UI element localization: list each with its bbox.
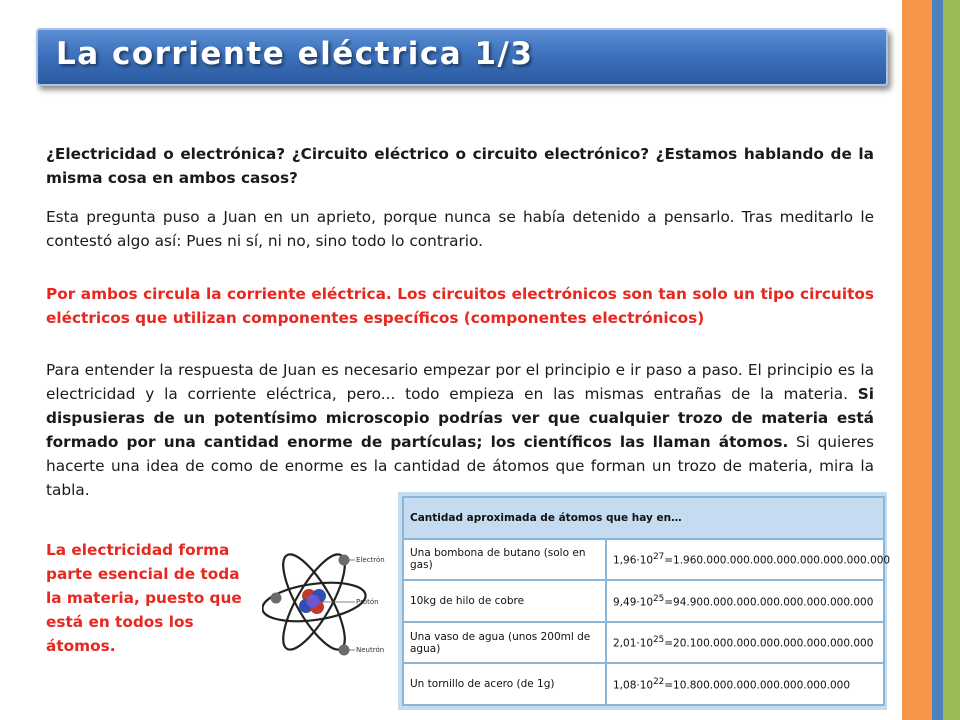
table-cell-value: $1,08\cdot 10^{22}=10.800.000.000.000.000.000.000$ bbox=[606, 663, 884, 705]
slide-title: La corriente eléctrica 1/3 bbox=[56, 36, 534, 72]
paragraph-juan: Esta pregunta puso a Juan en un aprieto, porque nunca se había detenido a pensarlo. Tras meditarlo le contestó algo así: Pues ni sí, ni no, sino todo lo contrario. bbox=[46, 208, 874, 250]
label-proton: Protón bbox=[356, 598, 379, 606]
explanation-part3: Si quieres hacerte una idea de como de enorme es la cantidad de átomos que forman un trozo de materia, mira la tabla. bbox=[46, 433, 874, 499]
title-banner bbox=[36, 28, 888, 86]
explanation-part1: Para entender la respuesta de Juan es necesario empezar por el principio e ir paso a paso. El principio es la electricidad y la corriente eléctrica, pero... todo empieza en las mismas entrañas de la materia. bbox=[46, 361, 874, 403]
atoms-table bbox=[402, 496, 891, 706]
table-row bbox=[403, 539, 884, 581]
answer-red: Por ambos circula la corriente eléctrica. Los circuitos electrónicos son tan solo un tipo circuitos eléctricos que utilizan componentes específicos (componentes electrónicos) bbox=[46, 285, 874, 327]
atom-illustration bbox=[262, 530, 394, 670]
decor-stripe-green bbox=[943, 0, 960, 720]
table-header-row bbox=[403, 497, 884, 539]
label-electron: Electrón bbox=[356, 556, 385, 564]
table-cell-item: Una bombona de butano (solo en gas) bbox=[403, 539, 606, 581]
table-header: Cantidad aproximada de átomos que hay en… bbox=[403, 497, 884, 539]
decor-stripe-blue bbox=[932, 0, 943, 720]
paragraph-explanation bbox=[46, 358, 874, 502]
table-row bbox=[403, 580, 884, 622]
intro-question: ¿Electricidad o electrónica? ¿Circuito eléctrico o circuito electrónico? ¿Estamos hablando de la misma cosa en ambos casos? bbox=[46, 145, 874, 187]
label-neutron: Neutrón bbox=[356, 646, 385, 654]
table-cell-value: $2,01\cdot 10^{25}=20.100.000.000.000.000.000.000.000$ bbox=[606, 622, 884, 664]
atom-icon bbox=[262, 530, 394, 670]
table-cell-item: Un tornillo de acero (de 1g) bbox=[403, 663, 606, 705]
table-row bbox=[403, 622, 884, 664]
table-cell-item: 10kg de hilo de cobre bbox=[403, 580, 606, 622]
side-note: La electricidad forma parte esencial de toda la materia, puesto que está en todos los átomos. bbox=[46, 541, 242, 655]
table-row bbox=[403, 663, 884, 705]
decor-stripe-orange bbox=[902, 0, 932, 720]
table-cell-value: $9,49\cdot 10^{25}=94.900.000.000.000.000.000.000.000$ bbox=[606, 580, 884, 622]
explanation-bold: Si dispusieras de un potentísimo microscopio podrías ver que cualquier trozo de materia está formado por una cantidad enorme de partículas; los científicos las llaman átomos. bbox=[46, 385, 874, 451]
table-cell-value: $1,96\cdot 10^{27}=1.960.000.000.000.000.000.000.000.000$ bbox=[606, 539, 884, 581]
table-cell-item: Una vaso de agua (unos 200ml de agua) bbox=[403, 622, 606, 664]
